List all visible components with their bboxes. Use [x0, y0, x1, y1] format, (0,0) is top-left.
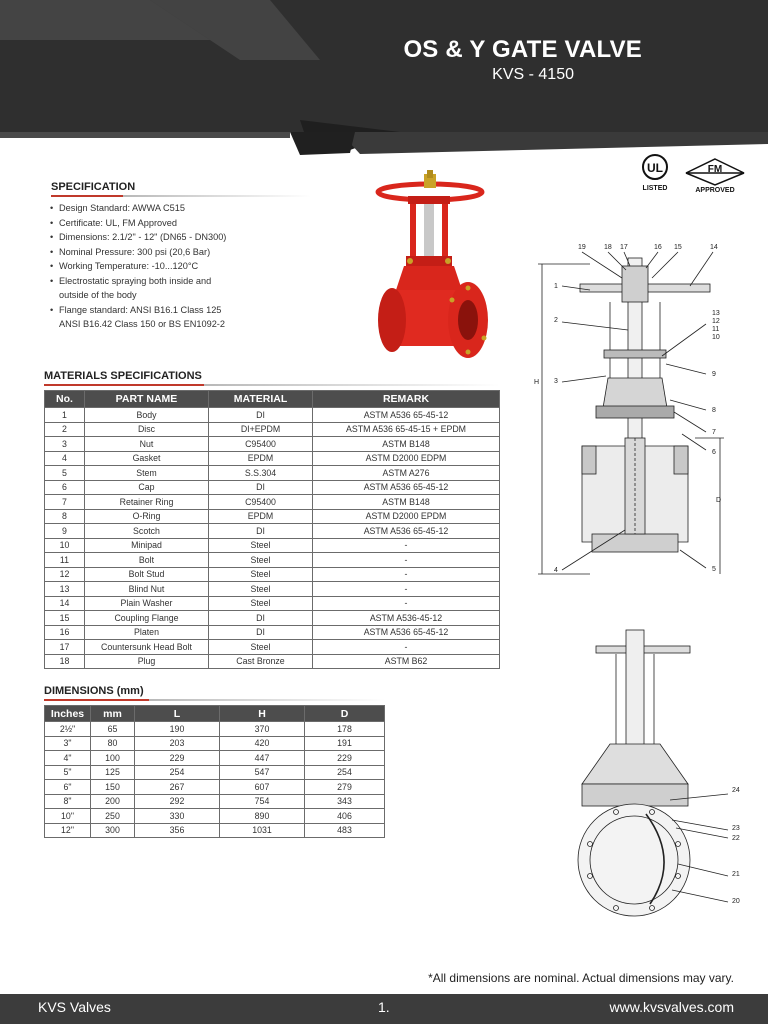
- cell-inches: 10": [45, 809, 91, 824]
- table-row: [45, 567, 500, 582]
- dimensions-table-body: [45, 722, 385, 838]
- table-row: [45, 524, 500, 539]
- cell-no: 12: [45, 567, 85, 582]
- cell-remark: ASTM B148: [313, 437, 500, 452]
- cell-part-name: Bolt: [85, 553, 209, 568]
- cell-no: 5: [45, 466, 85, 481]
- ul-listed-label: LISTED: [642, 185, 668, 192]
- cell-h: 420: [220, 736, 305, 751]
- page-number: 1.: [378, 999, 390, 1015]
- callout-22: 22: [732, 835, 740, 842]
- cell-d: 254: [305, 765, 385, 780]
- materials-table-body: [45, 408, 500, 669]
- cell-h: 1031: [220, 823, 305, 838]
- cell-remark: -: [313, 567, 500, 582]
- cell-h: 547: [220, 765, 305, 780]
- spec-item: • Design Standard: AWWA C515: [50, 201, 310, 216]
- specification-underline: [51, 195, 311, 197]
- cell-no: 13: [45, 582, 85, 597]
- spec-item: • Flange standard: ANSI B16.1 Class 125: [50, 303, 310, 318]
- cell-part-name: O-Ring: [85, 509, 209, 524]
- dimensions-heading: DIMENSIONS (mm): [44, 685, 144, 697]
- ul-mark: UL: [647, 161, 663, 175]
- spec-item: • Nominal Pressure: 300 psi (20,6 Bar): [50, 245, 310, 260]
- cell-inches: 5": [45, 765, 91, 780]
- cell-remark: ASTM A536 65-45-15 + EPDM: [313, 422, 500, 437]
- cell-no: 4: [45, 451, 85, 466]
- cell-no: 9: [45, 524, 85, 539]
- col-header-h: H: [220, 706, 305, 722]
- cell-h: 754: [220, 794, 305, 809]
- callout-6: 6: [712, 449, 716, 456]
- cell-no: 11: [45, 553, 85, 568]
- cell-part-name: Bolt Stud: [85, 567, 209, 582]
- cell-material: DI: [209, 625, 313, 640]
- table-row: [45, 495, 500, 510]
- cell-part-name: Retainer Ring: [85, 495, 209, 510]
- table-row: [45, 466, 500, 481]
- cell-remark: -: [313, 596, 500, 611]
- cell-h: 447: [220, 751, 305, 766]
- col-header-mm: mm: [91, 706, 135, 722]
- table-row: [45, 509, 500, 524]
- table-row: [45, 736, 385, 751]
- cell-d: 191: [305, 736, 385, 751]
- cell-remark: -: [313, 582, 500, 597]
- cell-remark: ASTM A536 65-45-12: [313, 625, 500, 640]
- dimension-h-label: H: [534, 379, 540, 386]
- table-row: [45, 625, 500, 640]
- model-number: KVS - 4150: [492, 66, 574, 83]
- callout-8: 8: [712, 407, 716, 414]
- product-photo: [372, 170, 494, 366]
- section-drawing: [530, 238, 762, 578]
- cell-remark: ASTM D2000 EDPM: [313, 451, 500, 466]
- cell-material: EPDM: [209, 451, 313, 466]
- table-row: [45, 451, 500, 466]
- cell-mm: 200: [91, 794, 135, 809]
- dimension-d-label: D: [716, 497, 722, 504]
- spec-item: outside of the body: [59, 290, 137, 300]
- cell-remark: ASTM B148: [313, 495, 500, 510]
- table-row: [45, 553, 500, 568]
- dimensions-table: [44, 705, 385, 838]
- spec-item: ANSI B16.42 Class 150 or BS EN1092-2: [59, 319, 225, 329]
- callout-16: 16: [654, 244, 662, 251]
- cell-material: C95400: [209, 437, 313, 452]
- cell-h: 890: [220, 809, 305, 824]
- cell-mm: 250: [91, 809, 135, 824]
- cell-part-name: Plug: [85, 654, 209, 669]
- cell-remark: ASTM B62: [313, 654, 500, 669]
- spec-item: • Working Temperature: -10...120°C: [50, 259, 310, 274]
- spec-item: • Certificate: UL, FM Approved: [50, 216, 310, 231]
- page-title: OS & Y GATE VALVE: [403, 36, 642, 63]
- cell-remark: -: [313, 538, 500, 553]
- cell-part-name: Minipad: [85, 538, 209, 553]
- table-row: [45, 437, 500, 452]
- table-row: [45, 809, 385, 824]
- table-row: [45, 408, 500, 423]
- cell-l: 330: [135, 809, 220, 824]
- cell-material: S.S.304: [209, 466, 313, 481]
- table-header-row: [45, 391, 500, 408]
- cell-l: 229: [135, 751, 220, 766]
- cell-part-name: Nut: [85, 437, 209, 452]
- cell-part-name: Scotch: [85, 524, 209, 539]
- callout-7: 7: [712, 429, 716, 436]
- cell-no: 6: [45, 480, 85, 495]
- cell-mm: 125: [91, 765, 135, 780]
- cell-no: 7: [45, 495, 85, 510]
- specification-list: [50, 201, 310, 332]
- cell-l: 203: [135, 736, 220, 751]
- cell-l: 190: [135, 722, 220, 737]
- table-row: [45, 596, 500, 611]
- cell-no: 2: [45, 422, 85, 437]
- cell-remark: ASTM A276: [313, 466, 500, 481]
- cell-mm: 80: [91, 736, 135, 751]
- cell-material: Steel: [209, 640, 313, 655]
- cell-part-name: Countersunk Head Bolt: [85, 640, 209, 655]
- table-row: [45, 640, 500, 655]
- cell-d: 178: [305, 722, 385, 737]
- materials-table: [44, 390, 500, 669]
- cell-material: DI+EPDM: [209, 422, 313, 437]
- table-row: [45, 422, 500, 437]
- callout-19: 19: [578, 244, 586, 251]
- callout-9: 9: [712, 371, 716, 378]
- cell-mm: 150: [91, 780, 135, 795]
- cell-part-name: Body: [85, 408, 209, 423]
- cell-material: Steel: [209, 553, 313, 568]
- table-row: [45, 480, 500, 495]
- cell-remark: ASTM A536-45-12: [313, 611, 500, 626]
- table-row: [45, 765, 385, 780]
- cell-material: Steel: [209, 567, 313, 582]
- cell-no: 1: [45, 408, 85, 423]
- table-row: [45, 794, 385, 809]
- cell-mm: 65: [91, 722, 135, 737]
- cell-d: 343: [305, 794, 385, 809]
- callout-14: 14: [710, 244, 718, 251]
- materials-underline: [44, 384, 500, 386]
- materials-heading: MATERIALS SPECIFICATIONS: [44, 370, 202, 382]
- table-row: [45, 780, 385, 795]
- callout-24: 24: [732, 787, 740, 794]
- page-header: [0, 0, 768, 160]
- cell-remark: ASTM A536 65-45-12: [313, 408, 500, 423]
- table-header-row: [45, 706, 385, 722]
- page-footer: [0, 994, 768, 1024]
- table-row: [45, 611, 500, 626]
- col-header-inches: Inches: [45, 706, 91, 722]
- cell-material: Steel: [209, 582, 313, 597]
- callout-20: 20: [732, 898, 740, 905]
- cell-inches: 4": [45, 751, 91, 766]
- dimensions-footnote: *All dimensions are nominal. Actual dimensions may vary.: [428, 971, 734, 985]
- cell-material: Steel: [209, 538, 313, 553]
- cell-d: 406: [305, 809, 385, 824]
- cell-d: 483: [305, 823, 385, 838]
- spec-item: • Electrostatic spraying both inside and: [50, 274, 310, 289]
- cell-inches: 2½": [45, 722, 91, 737]
- callout-3: 3: [554, 378, 558, 385]
- cell-inches: 12": [45, 823, 91, 838]
- col-header-part-name: PART NAME: [85, 391, 209, 408]
- cell-part-name: Coupling Flange: [85, 611, 209, 626]
- cell-no: 15: [45, 611, 85, 626]
- callout-4: 4: [554, 567, 558, 574]
- cell-inches: 6": [45, 780, 91, 795]
- callout-5: 5: [712, 566, 716, 573]
- cell-inches: 8": [45, 794, 91, 809]
- col-header-material: MATERIAL: [209, 391, 313, 408]
- fm-approved-logo: [682, 157, 748, 193]
- cell-material: EPDM: [209, 509, 313, 524]
- col-header-l: L: [135, 706, 220, 722]
- cell-l: 292: [135, 794, 220, 809]
- cell-remark: ASTM A536 65-45-12: [313, 480, 500, 495]
- table-row: [45, 582, 500, 597]
- cell-material: Steel: [209, 596, 313, 611]
- cell-part-name: Stem: [85, 466, 209, 481]
- cell-mm: 300: [91, 823, 135, 838]
- table-row: [45, 823, 385, 838]
- cell-material: DI: [209, 524, 313, 539]
- cell-part-name: Cap: [85, 480, 209, 495]
- cell-no: 8: [45, 509, 85, 524]
- cell-material: DI: [209, 480, 313, 495]
- col-header-remark: REMARK: [313, 391, 500, 408]
- callout-10: 10: [712, 334, 720, 341]
- cell-d: 229: [305, 751, 385, 766]
- cell-d: 279: [305, 780, 385, 795]
- elevation-drawing: [560, 624, 752, 924]
- footer-brand: KVS Valves: [38, 999, 111, 1015]
- cell-material: DI: [209, 408, 313, 423]
- table-row: [45, 751, 385, 766]
- cell-l: 254: [135, 765, 220, 780]
- cell-h: 607: [220, 780, 305, 795]
- cell-material: C95400: [209, 495, 313, 510]
- dimensions-underline: [44, 699, 385, 701]
- cell-material: Cast Bronze: [209, 654, 313, 669]
- specification-heading: SPECIFICATION: [51, 181, 136, 193]
- callout-18: 18: [604, 244, 612, 251]
- cell-no: 3: [45, 437, 85, 452]
- callout-15: 15: [674, 244, 682, 251]
- cell-l: 356: [135, 823, 220, 838]
- col-header-no: No.: [45, 391, 85, 408]
- website-link[interactable]: www.kvsvalves.com: [609, 999, 734, 1015]
- cell-part-name: Blind Nut: [85, 582, 209, 597]
- cell-part-name: Platen: [85, 625, 209, 640]
- ul-listed-logo: [636, 152, 674, 194]
- callout-11: 11: [712, 326, 720, 333]
- cell-l: 267: [135, 780, 220, 795]
- cell-material: DI: [209, 611, 313, 626]
- table-row: [45, 538, 500, 553]
- callout-21: 21: [732, 871, 740, 878]
- col-header-d: D: [305, 706, 385, 722]
- cell-part-name: Gasket: [85, 451, 209, 466]
- callout-1: 1: [554, 283, 558, 290]
- cell-no: 18: [45, 654, 85, 669]
- fm-approved-label: APPROVED: [695, 187, 735, 193]
- spec-item: • Dimensions: 2.1/2" - 12" (DN65 - DN300): [50, 230, 310, 245]
- cell-no: 16: [45, 625, 85, 640]
- callout-2: 2: [554, 317, 558, 324]
- callout-17: 17: [620, 244, 628, 251]
- cell-remark: ASTM A536 65-45-12: [313, 524, 500, 539]
- table-row: [45, 654, 500, 669]
- cell-remark: ASTM D2000 EPDM: [313, 509, 500, 524]
- cell-remark: -: [313, 553, 500, 568]
- cell-h: 370: [220, 722, 305, 737]
- fm-mark: FM: [707, 164, 723, 175]
- cell-inches: 3": [45, 736, 91, 751]
- callout-13: 13: [712, 310, 720, 317]
- cell-no: 10: [45, 538, 85, 553]
- cell-mm: 100: [91, 751, 135, 766]
- cell-no: 14: [45, 596, 85, 611]
- cell-remark: -: [313, 640, 500, 655]
- cell-part-name: Plain Washer: [85, 596, 209, 611]
- callout-12: 12: [712, 318, 720, 325]
- table-row: [45, 722, 385, 737]
- callout-23: 23: [732, 825, 740, 832]
- cell-no: 17: [45, 640, 85, 655]
- cell-part-name: Disc: [85, 422, 209, 437]
